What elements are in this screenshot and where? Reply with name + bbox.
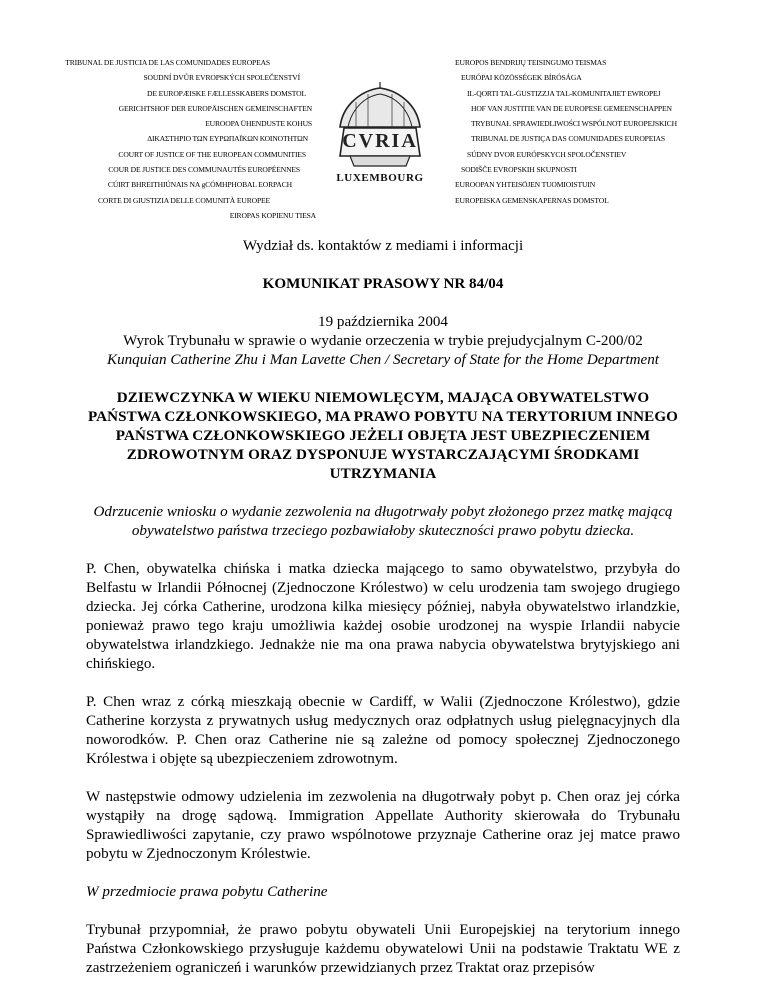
court-name: COUR DE JUSTICE DES COMMUNAUTÉS EUROPÉENNES [108, 165, 300, 175]
court-name: EUROOPAN YHTEISÖJEN TUOMIOISTUIN [455, 180, 596, 190]
press-release-headline: DZIEWCZYNKA W WIEKU NIEMOWLĘCYM, MAJĄCA OBYWATELSTWO PAŃSTWA CZŁONKOWSKIEGO, MA PRAWO POBYTU NA TERYTORIUM INNEGO PAŃSTWA CZŁONKOWSKIEGO JEŻELI OBJĘTA JEST UBEZPIECZENIEM ZDROWOTNYM ORAZ DYSPONUJE WYSTARCZAJĄCYMI ŚRODKAMI UTRZYMANIA [87, 390, 678, 482]
press-release-body [86, 237, 680, 997]
body-paragraph: P. Chen, obywatelka chińska i matka dziecka mającego to samo obywatelstwo, przybyła do Belfastu w Irlandii Północnej (Zjednoczone Królestwo) w celu urodzenia tam swojego drugiego dziecka. Jej córka Catherine, urodzona kilka miesięcy później, nabyła obywatelstwo irlandzkie, ponieważ prawo tego kraju umożliwia każdej osobie urodzonej na wyspie Irlandii nabycie obywatelstwa irlandzkiego. Jednakże nie ma ona prawa nabycia obywatelstwa brytyjskiego ani chińskiego. [86, 561, 680, 672]
court-name: TRIBUNAL DE JUSTICIA DE LAS COMUNIDADES EUROPEAS [65, 58, 270, 67]
department-name: Wydział ds. kontaktów z mediami i informacji [242, 238, 524, 254]
section-heading: W przedmiocie prawa pobytu Catherine [86, 884, 328, 900]
case-parties: Kunquian Catherine Zhu i Man Lavette Chen / Secretary of State for the Home Department [107, 352, 659, 368]
court-name: EUROPEISKA GEMENSKAPERNAS DOMSTOL [455, 195, 609, 205]
court-name: IL-QORTI TAL-ĠUSTIZZJA TAL-KOMUNITAJIET EWROPEJ [467, 88, 661, 98]
court-name: SÚDNY DVOR EURÓPSKYCH SPOLOČENSTIEV [467, 149, 627, 159]
body-paragraph: P. Chen wraz z córką mieszkają obecnie w Cardiff, w Walii (Zjednoczone Królestwo), gdzie Catherine korzysta z prywatnych usług medycznych oraz odpłatnych usług pielęgnacyjnych dla noworodków. P. Chen oraz Catherine nie są zależne od pomocy społecznej Zjednoczonego Królestwa i objęte są ubezpieczeniem zdrowotnym. [86, 694, 680, 767]
emblem-city: LUXEMBOURG [336, 172, 424, 184]
court-name: HOF VAN JUSTITIE VAN DE EUROPESE GEMEENSCHAPPEN [471, 103, 672, 113]
court-name: TRYBUNAŁ SPRAWIEDLIWOŚCI WSPÓLNOT EUROPEJSKICH [471, 119, 677, 129]
press-release-summary: Odrzucenie wniosku o wydanie zezwolenia na długotrwały pobyt złożonego przez matkę mającą obywatelstwo państwa trzeciego pozbawiałoby skuteczności prawo pobytu dziecka. [93, 504, 673, 539]
court-name: EUROOPA ÜHENDUSTE KOHUS [205, 119, 312, 129]
court-name: CORTE DI GIUSTIZIA DELLE COMUNITÀ EUROPEE [97, 195, 270, 205]
court-name: CÚIRT BHREITHIÚNAIS NA gCÓMHPHOBAL EORPACH [107, 180, 292, 190]
court-names-left [65, 55, 316, 223]
court-name: GERICHTSHOF DER EUROPÄISCHEN GEMEINSCHAFTEN [118, 103, 312, 113]
court-name: ΔΙΚΑΣΤΗΡΙΟ ΤΩΝ ΕΥΡΩΠΑΪΚΩΝ ΚΟΙΝΟΤΗΤΩΝ [147, 134, 308, 144]
court-name: EIROPAS KOPIENU TIESA [229, 210, 316, 220]
body-paragraph: W następstwie odmowy udzielenia im zezwolenia na długotrwały pobyt p. Chen oraz jej córka wystąpiły na drogę sądową. Immigration Appellate Authority skierowała do Trybunału Sprawiedliwości zapytanie, czy prawo wspólnotowe przyznaje Catherine oraz jej matce prawo pobytu w Zjednoczonym Królestwie. [86, 789, 680, 862]
body-paragraph: Trybunał przypomniał, że prawo pobytu obywateli Unii Europejskiej na terytorium innego Państwa Członkowskiego przysługuje każdemu obywatelowi Unii na podstawie Traktatu WE z zastrzeżeniem ograniczeń i warunków przewidzianych przez Traktat oraz przepisów [86, 922, 680, 976]
court-name: SOUDNÍ DVŮR EVROPSKÝCH SPOLEČENSTVÍ [143, 73, 300, 83]
emblem-title: CVRIA [342, 130, 418, 152]
release-date: 19 października 2004 [318, 314, 448, 330]
court-name: SODIŠČE EVROPSKIH SKUPNOSTI [461, 165, 577, 175]
court-name: DE EUROPÆISKE FÆLLESSKABERS DOMSTOL [147, 88, 306, 98]
court-name: EURÓPAI KÖZÖSSÉGEK BÍRÓSÁGA [461, 73, 582, 83]
court-name: TRIBUNAL DE JUSTIÇA DAS COMUNIDADES EUROPEIAS [471, 134, 666, 144]
press-release-number: KOMUNIKAT PRASOWY NR 84/04 [262, 276, 504, 292]
court-name: EUROPOS BENDRIJŲ TEISINGUMO TEISMAS [455, 58, 607, 67]
court-name: COURT OF JUSTICE OF THE EUROPEAN COMMUNITIES [118, 149, 306, 159]
cvria-emblem [330, 72, 430, 192]
letterhead [0, 0, 768, 220]
court-names-right [455, 55, 677, 208]
judgment-reference: Wyrok Trybunału w sprawie o wydanie orzeczenia w trybie prejudycjalnym C-200/02 [123, 333, 643, 349]
